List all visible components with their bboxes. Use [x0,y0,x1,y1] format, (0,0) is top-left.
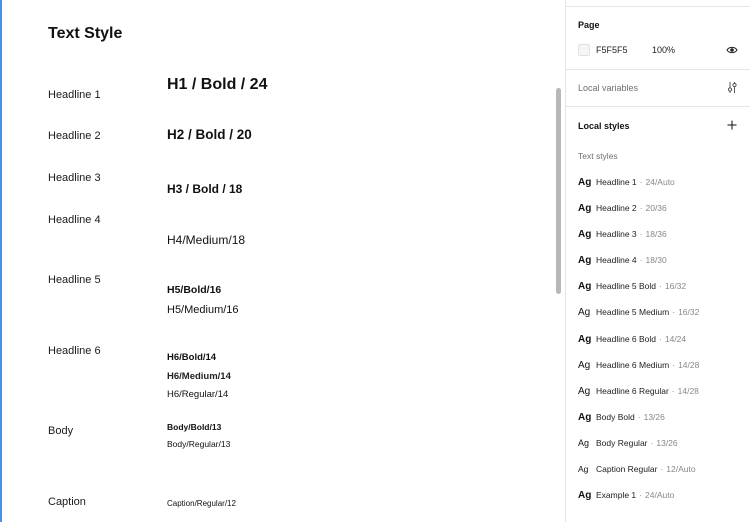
page-color-swatch[interactable] [578,44,590,56]
text-style-name: Headline 1 [596,177,637,187]
text-style-meta: 16/32 [678,307,700,317]
text-style-name: Headline 2 [596,203,637,213]
text-style-separator: · [637,412,641,422]
sample-h2[interactable]: H2 / Bold / 20 [167,127,252,142]
label-headline-3: Headline 3 [48,172,101,184]
text-styles-label: Text styles [578,151,618,161]
add-style-plus-icon[interactable] [727,120,737,130]
text-style-item-headline-5-medium[interactable] [578,304,742,320]
text-style-separator: · [659,281,662,291]
page-section-title: Page [578,20,600,30]
text-style-item-caption-regular[interactable] [578,461,742,477]
label-headline-4: Headline 4 [48,214,101,226]
local-styles-title: Local styles [578,121,630,131]
text-style-meta: 14/28 [677,386,699,396]
text-style-separator: · [672,307,676,317]
text-style-separator: · [660,464,664,474]
eye-icon[interactable] [726,44,738,56]
sample-h5-bold[interactable]: H5/Bold/16 [167,284,222,296]
text-style-separator: · [671,386,675,396]
page-color-hex[interactable]: F5F5F5 [596,45,628,55]
text-style-separator: · [672,360,676,370]
label-headline-1: Headline 1 [48,89,101,101]
variables-sliders-icon[interactable] [726,81,738,94]
text-style-name: Body Bold [596,412,635,422]
sample-body-bold[interactable]: Body/Bold/13 [167,422,222,432]
sample-caption-regular[interactable]: Caption/Regular/12 [167,499,236,508]
label-headline-2: Headline 2 [48,130,101,142]
label-body: Body [48,425,74,437]
label-headline-6: Headline 6 [48,345,101,357]
text-style-meta: 16/32 [664,281,687,291]
text-style-glyph-icon: Ag [578,489,592,501]
text-style-item-body-bold[interactable] [578,409,742,425]
text-style-name: Headline 5 Medium [596,307,670,317]
text-style-meta: 13/26 [643,412,665,422]
page-opacity-value[interactable]: 100% [652,45,676,55]
text-style-separator: · [650,438,654,448]
text-style-item-headline-6-bold[interactable] [578,331,742,347]
label-headline-5: Headline 5 [48,274,101,286]
text-style-meta: 12/Auto [666,464,696,474]
text-style-item-headline-2[interactable] [578,200,742,216]
text-style-separator: · [659,334,662,344]
text-style-item-headline-4[interactable] [578,252,742,268]
text-style-meta: 20/36 [645,203,667,213]
text-style-name: Headline 4 [596,255,637,265]
text-style-meta: 18/30 [645,255,667,265]
text-style-glyph-icon: Ag [578,280,592,292]
text-style-meta: 14/24 [664,334,687,344]
sample-h6-regular[interactable]: H6/Regular/14 [167,389,229,400]
text-style-glyph-icon: Ag [578,333,592,345]
page-title: Text Style [48,25,123,42]
text-style-name: Headline 5 Bold [596,281,657,291]
text-style-item-body-regular[interactable] [578,435,742,451]
text-style-meta: 24/Auto [645,490,675,500]
panel-top-divider [566,6,750,7]
canvas-scrollbar[interactable] [556,88,561,294]
text-style-item-headline-5-bold[interactable] [578,278,742,294]
text-style-glyph-icon: Ag [578,464,589,474]
text-style-item-headline-6-medium[interactable] [578,357,742,373]
sample-h5-medium[interactable]: H5/Medium/16 [167,304,239,316]
text-style-name: Headline 6 Medium [596,360,670,370]
text-style-name: Headline 3 [596,229,637,239]
sample-h6-medium[interactable]: H6/Medium/14 [167,371,231,382]
text-style-item-headline-3[interactable] [578,226,742,242]
label-caption: Caption [48,496,86,508]
text-style-separator: · [639,177,643,187]
text-style-name: Headline 6 Bold [596,334,657,344]
sample-body-regular[interactable]: Body/Regular/13 [167,439,231,449]
text-style-name: Example 1 [596,490,637,500]
divider-2 [566,106,750,107]
text-style-item-headline-6-regular[interactable] [578,383,742,399]
text-style-name: Body Regular [596,438,648,448]
text-style-glyph-icon: Ag [578,411,592,423]
text-style-glyph-icon: Ag [578,306,591,318]
text-style-meta: 24/Auto [645,177,675,187]
text-style-glyph-icon: Ag [578,438,590,448]
text-style-meta: 18/36 [645,229,667,239]
text-style-item-example-1[interactable] [578,487,742,503]
text-style-glyph-icon: Ag [578,176,592,188]
text-style-name: Caption Regular [596,464,658,474]
text-style-glyph-icon: Ag [578,385,591,397]
text-style-separator: · [639,229,643,239]
sample-h1[interactable]: H1 / Bold / 24 [167,76,268,93]
text-style-separator: · [639,203,643,213]
divider-1 [566,69,750,70]
text-style-name: Headline 6 Regular [596,386,669,396]
sample-h6-bold[interactable]: H6/Bold/14 [167,352,217,363]
text-style-glyph-icon: Ag [578,254,592,266]
properties-panel [565,0,750,522]
text-style-glyph-icon: Ag [578,228,592,240]
text-style-glyph-icon: Ag [578,202,592,214]
text-style-meta: 13/26 [656,438,678,448]
text-style-glyph-icon: Ag [578,359,591,371]
local-variables-title[interactable]: Local variables [578,83,639,93]
text-style-separator: · [639,255,643,265]
sample-h4[interactable]: H4/Medium/18 [167,233,246,247]
text-style-item-headline-1[interactable] [578,174,742,190]
text-style-separator: · [639,490,643,500]
text-style-meta: 14/28 [678,360,700,370]
sample-h3[interactable]: H3 / Bold / 18 [167,182,243,196]
